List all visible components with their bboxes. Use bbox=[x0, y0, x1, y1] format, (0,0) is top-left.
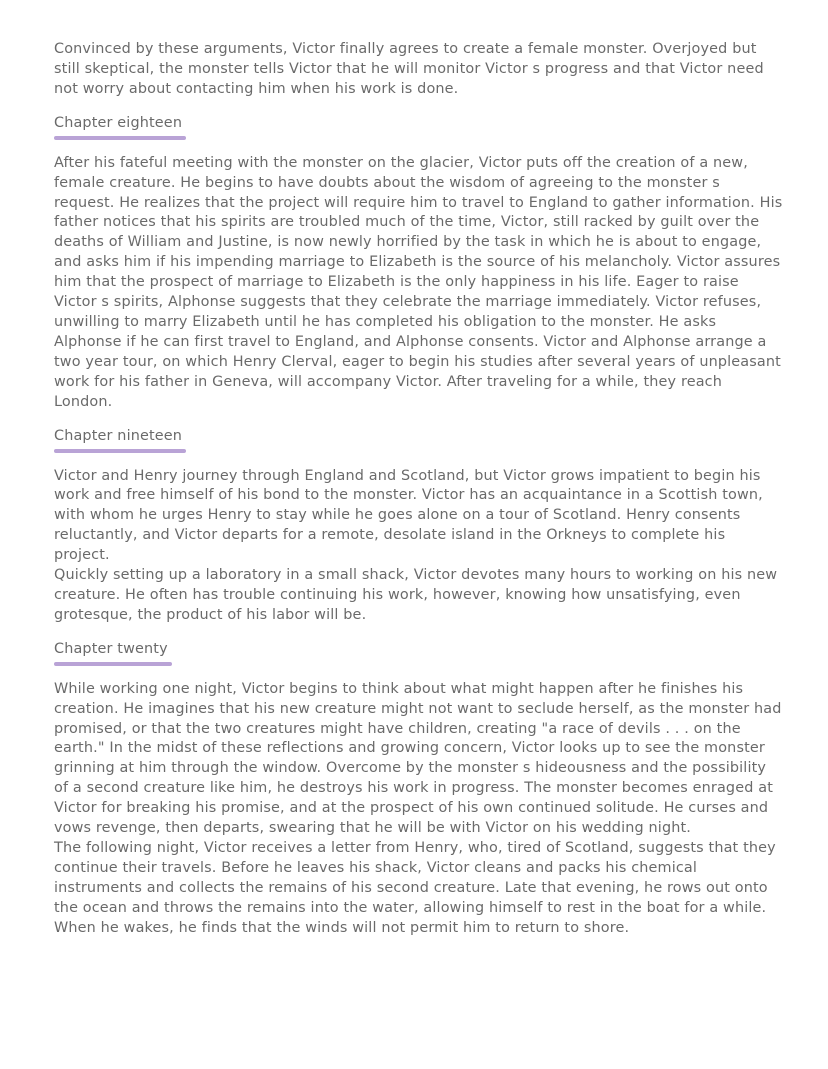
section-chapter-eighteen bbox=[54, 114, 784, 413]
section-heading-wrap bbox=[54, 427, 784, 453]
chapter-paragraph: Quickly setting up a laboratory in a small shack, Victor devotes many hours to working on his new creature. He often has trouble continuing his work, however, knowing how unsatisfying, even grotesque, the product of his labor will be. bbox=[54, 567, 778, 623]
chapter-heading bbox=[54, 427, 184, 449]
chapter-paragraph: After his fateful meeting with the monster on the glacier, Victor puts off the creation of a new, female creature. He begins to have doubts about the wisdom of agreeing to the monster s request. He realizes that the project will require him to travel to England to gather information. His father notices that his spirits are troubled much of the time, Victor, still racked by guilt over the deaths of William and Justine, is now newly horrified by the task in which he is about to engage, and asks him if his impending marriage to Elizabeth is the source of his melancholy. Victor assures him that the prospect of marriage to Elizabeth is the only happiness in his life. Eager to raise Victor s spirits, Alphonse suggests that they celebrate the marriage immediately. Victor refuses, unwilling to marry Elizabeth until he has completed his obligation to the monster. He asks Alphonse if he can first travel to England, and Alphonse consents. Victor and Alphonse arrange a two year tour, on which Henry Clerval, eager to begin his studies after several years of unpleasant work for his father in Geneva, will accompany Victor. After traveling for a while, they reach London. bbox=[54, 154, 783, 410]
chapter-heading bbox=[54, 114, 184, 136]
chapter-heading-text: Chapter twenty bbox=[54, 640, 168, 657]
heading-highlight-underline bbox=[54, 662, 172, 666]
notes-page bbox=[54, 40, 784, 939]
chapter-paragraph: The following night, Victor receives a letter from Henry, who, tired of Scotland, suggests that they continue their travels. Before he leaves his shack, Victor cleans and packs his chemical instruments and collects the remains of his second creature. Late that evening, he rows out onto the ocean and throws the remains into the water, allowing himself to rest in the boat for a while. When he wakes, he finds that the winds will not permit him to return to shore. bbox=[54, 840, 776, 936]
intro-paragraph: Convinced by these arguments, Victor finally agrees to create a female monster. Overjoyed but still skeptical, the monster tells Victor that he will monitor Victor s progress and that Victor need not worry about contacting him when his work is done. bbox=[54, 41, 764, 97]
section-heading-wrap bbox=[54, 114, 784, 140]
section-chapter-nineteen bbox=[54, 427, 784, 626]
chapter-heading bbox=[54, 640, 170, 662]
chapter-paragraph: Victor and Henry journey through England and Scotland, but Victor grows impatient to begin his work and free himself of his bond to the monster. Victor has an acquaintance in a Scottish town, with whom he urges Henry to stay while he goes alone on a tour of Scotland. Henry consents reluctantly, and Victor departs for a remote, desolate island in the Orkneys to complete his project. bbox=[54, 467, 763, 564]
section-chapter-twenty bbox=[54, 640, 784, 939]
chapter-heading-text: Chapter nineteen bbox=[54, 427, 183, 444]
chapter-heading-text: Chapter eighteen bbox=[54, 114, 183, 131]
heading-highlight-underline bbox=[54, 136, 186, 140]
section-heading-wrap bbox=[54, 640, 784, 666]
heading-highlight-underline bbox=[54, 449, 186, 453]
chapter-paragraph: While working one night, Victor begins to think about what might happen after he finishes his creation. He imagines that his new creature might not want to seclude herself, as the monster had promised, or that the two creatures might have children, creating "a race of devils . . . on the earth." In the midst of these reflections and growing concern, Victor looks up to see the monster grinning at him through the window. Overcome by the monster s hideousness and the possibility of a second creature like him, he destroys his work in progress. The monster becomes enraged at Victor for breaking his promise, and at the prospect of his own continued solitude. He curses and vows revenge, then departs, swearing that he will be with Victor on his wedding night. bbox=[54, 680, 782, 837]
